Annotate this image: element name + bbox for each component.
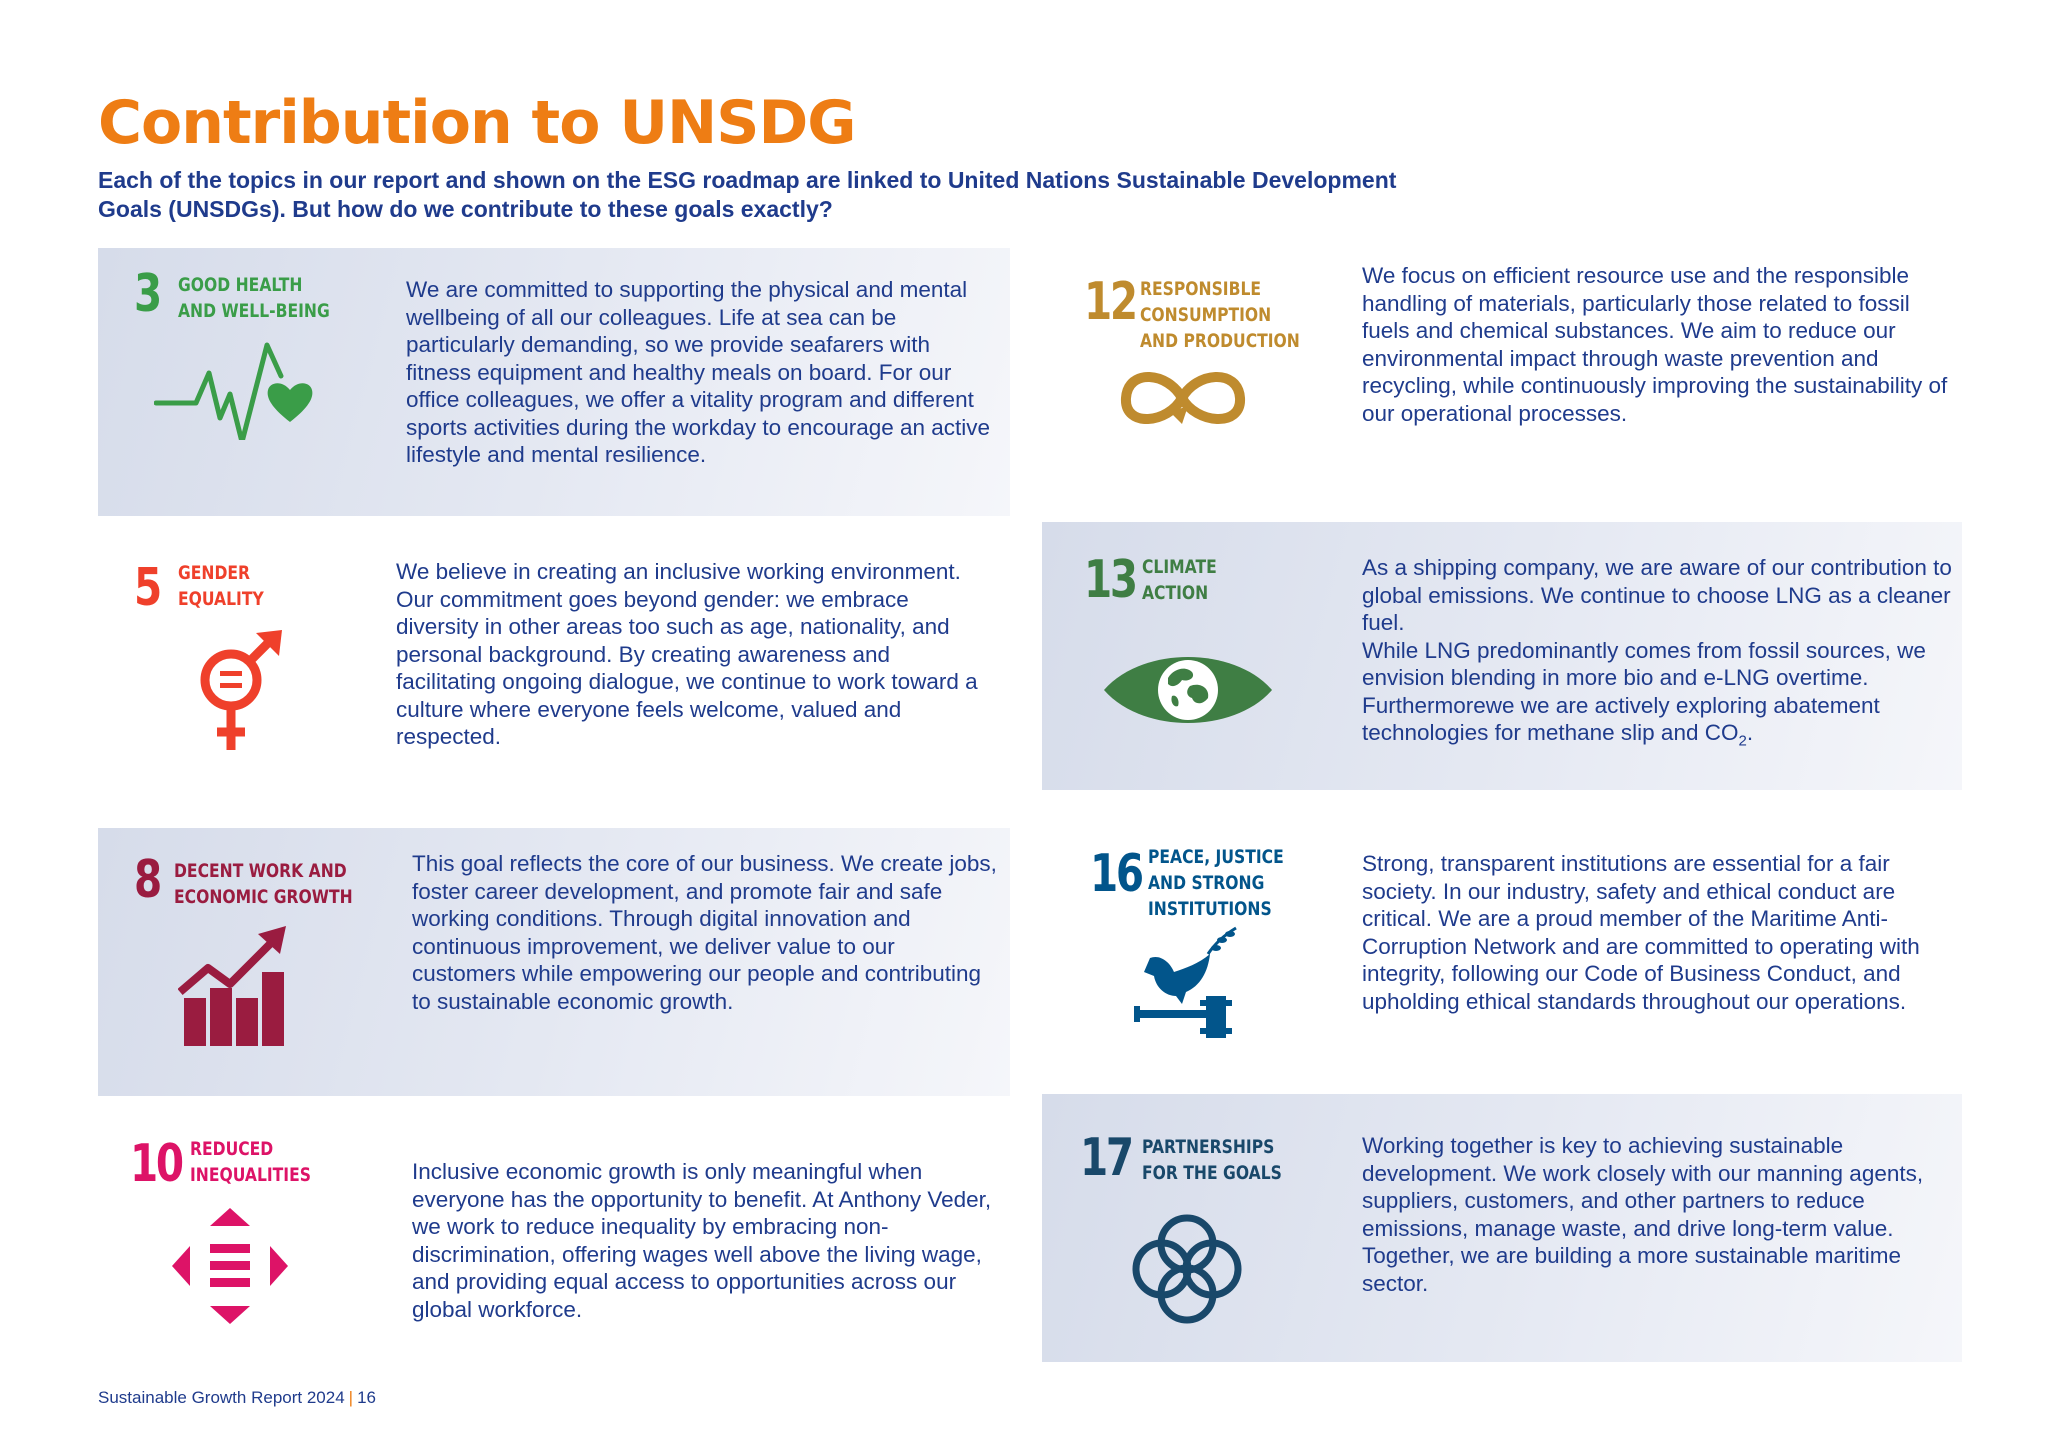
sdg-3-label: GOOD HEALTH AND WELL-BEING	[178, 274, 330, 322]
sdg-16-text: Strong, transparent institutions are essential for a fair society. In our industry, safety and ethical conduct are critical. We are a proud member of the Maritime Anti-Corruption Network and are committed to operating with integrity, following our Code of Business Conduct, and upholding ethical standards throughout our operations.	[1362, 851, 1920, 1014]
sdg-5-label: GENDER EQUALITY	[178, 562, 264, 610]
sdg-10-number: 10	[130, 1134, 182, 1194]
sdg-3-panel	[98, 248, 1010, 516]
sdg-5-number: 5	[134, 558, 160, 618]
globe-eye-icon	[1102, 650, 1274, 730]
footer-report-name: Sustainable Growth Report 2024	[98, 1388, 345, 1407]
sdg-3-number: 3	[134, 264, 160, 324]
sdg-17-number: 17	[1080, 1128, 1132, 1188]
sdg-13-text-sub: 2	[1738, 732, 1747, 750]
page-subtitle: Each of the topics in our report and shown on the ESG roadmap are linked to United Nations Sustainable Development Goals (UNSDGs). But how do we contribute to these goals exactly?	[98, 167, 1397, 222]
sdg-17-panel	[1042, 1094, 1962, 1362]
sdg-8-text: This goal reflects the core of our business. We create jobs, foster career development, and promote fair and safe working conditions. Through digital innovation and continuous improvement, we deliver value to our customers while empowering our people and contributing to sustainable economic growth.	[412, 851, 997, 1014]
sdg-17-text: Working together is key to achieving sustainable development. We work closely with our manning agents, suppliers, customers, and other partners to reduce emissions, manage waste, and drive long-term value. Together, we are building a more sustainable maritime sector.	[1362, 1133, 1924, 1296]
sdg-16-panel	[1042, 816, 1962, 1084]
infinity-loop-icon	[1112, 360, 1252, 436]
heartbeat-icon	[154, 340, 324, 440]
sdg-5-text: We believe in creating an inclusive working environment. Our commitment goes beyond gender: we embrace diversity in other areas too such as age, nationality, and personal background. By creating awareness and facilitating ongoing dialogue, we continue to work toward a culture where everyone feels welcome, valued and respected.	[396, 559, 978, 749]
sdg-8-number: 8	[134, 850, 160, 910]
gender-equality-icon	[190, 628, 290, 758]
page-footer	[98, 1388, 376, 1408]
footer-page-number: 16	[357, 1388, 376, 1407]
reduced-inequalities-icon	[170, 1206, 290, 1326]
sdg-5-panel	[98, 540, 1010, 808]
sdg-8-label: DECENT WORK AND ECONOMIC GROWTH	[174, 860, 353, 908]
sdg-13-text-second: While LNG predominantly comes from fossil sources, we envision blending in more bio and e-LNG overtime. Furthermorewe we are actively exploring abatement technologies for methane slip and CO	[1362, 637, 1926, 745]
sdg-10-panel	[98, 1118, 1010, 1386]
sdg-10-label: REDUCED INEQUALITIES	[190, 1138, 311, 1186]
sdg-13-panel	[1042, 522, 1962, 790]
interlocking-rings-icon	[1126, 1208, 1248, 1330]
footer-separator: |	[348, 1388, 354, 1407]
sdg-3-text: We are committed to supporting the physical and mental wellbeing of all our colleagues. Life at sea can be particularly demanding, so we provide seafarers with fitness equipment and healthy meals on board. For our office colleagues, we offer a vitality program and different sports activities during the workday to encourage an active lifestyle and mental resilience.	[406, 277, 991, 467]
sdg-12-number: 12	[1084, 272, 1136, 332]
sdg-13-text-end: .	[1746, 720, 1754, 745]
sdg-13-label: CLIMATE ACTION	[1142, 556, 1217, 604]
sdg-10-text: Inclusive economic growth is only meaningful when everyone has the opportunity to benefit. At Anthony Veder, we work to reduce inequality by embracing non-discrimination, offering wages well above the living wage, and providing equal access to opportunities across our global workforce.	[412, 1159, 992, 1322]
sdg-13-number: 13	[1084, 550, 1136, 610]
page-title: Contribution to UNSDG	[98, 88, 856, 158]
sdg-12-panel	[1042, 248, 1962, 516]
sdg-17-label: PARTNERSHIPS FOR THE GOALS	[1142, 1136, 1282, 1184]
sdg-13-text-main: As a shipping company, we are aware of our contribution to global emissions. We continue to choose LNG as a cleaner fuel.	[1362, 555, 1952, 635]
sdg-16-label: PEACE, JUSTICE AND STRONG INSTITUTIONS	[1148, 846, 1284, 920]
growth-chart-icon	[178, 926, 298, 1048]
dove-gavel-icon	[1130, 924, 1250, 1040]
sdg-8-panel	[98, 828, 1010, 1096]
sdg-13-text	[1362, 554, 1952, 755]
sdg-12-label: RESPONSIBLE CONSUMPTION AND PRODUCTION	[1140, 278, 1300, 352]
sdg-12-text: We focus on efficient resource use and the responsible handling of materials, particularly those related to fossil fuels and chemical substances. We aim to reduce our environmental impact through waste prevention and recycling, while continuously improving the sustainability of our operational processes.	[1362, 263, 1948, 426]
sdg-16-number: 16	[1090, 844, 1142, 904]
